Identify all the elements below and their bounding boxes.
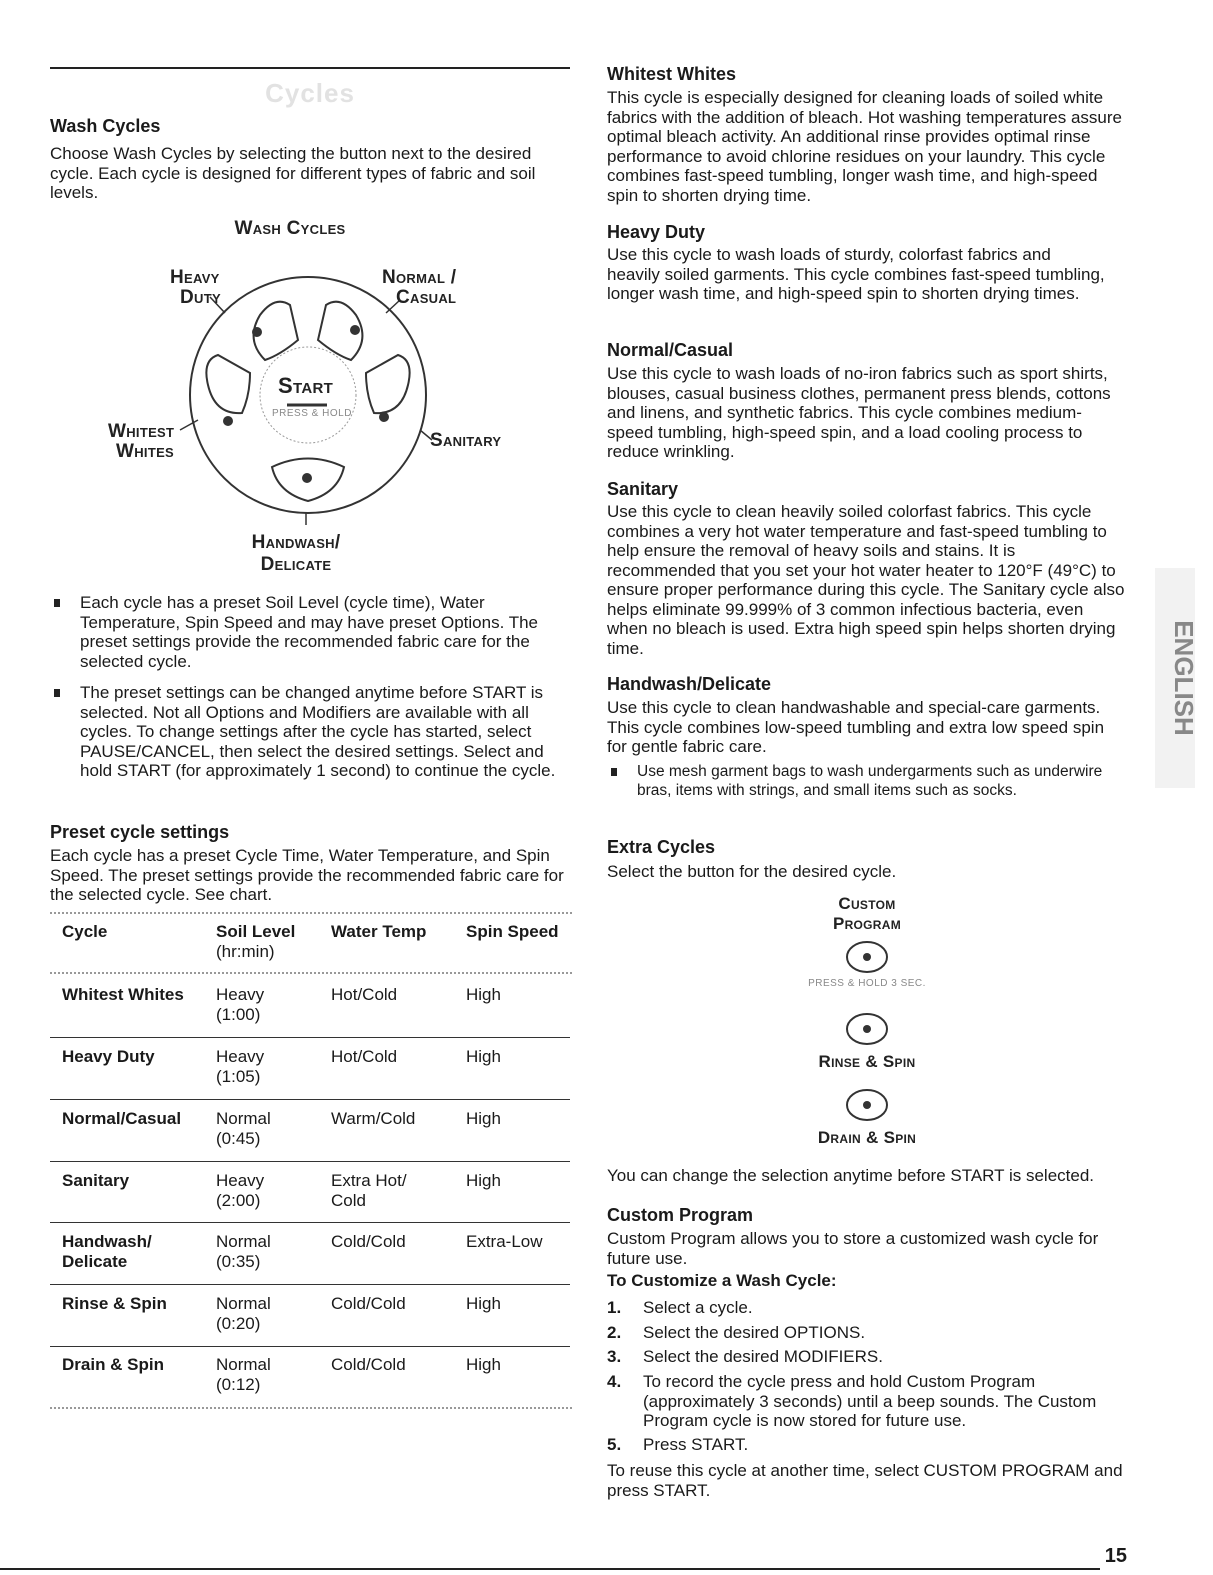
table-bottom-border [50, 1407, 572, 1409]
cell-temp: Cold/Cold [331, 1355, 406, 1374]
cell-soil-time: (0:20) [216, 1314, 261, 1333]
header-soil-level: Soil Level [216, 922, 296, 941]
drain-spin-label: Drain & Spin [817, 1128, 917, 1147]
step-text: Press START. [643, 1435, 749, 1454]
button-indicator [863, 953, 871, 961]
side-language-tab [1150, 568, 1200, 788]
tab-text: ENGLISH [1169, 620, 1199, 736]
header-cycle: Cycle [62, 922, 108, 941]
header-bottom-border [50, 972, 572, 974]
cell-soil-time: (0:35) [216, 1252, 261, 1271]
cell-cycle: Sanitary [62, 1171, 130, 1190]
extra-cycles-text: Select the button for the desired cycle. [607, 862, 897, 881]
step-number: 2. [607, 1323, 622, 1342]
handwash-indicator [302, 473, 312, 483]
label-sanitary: Sanitary [430, 430, 502, 451]
header-water-temp: Water Temp [331, 922, 427, 941]
cell-cycle: Whitest Whites [62, 985, 184, 1004]
rinse-spin-label: Rinse & Spin [818, 1052, 916, 1071]
custom-label-line1: Custom [838, 894, 896, 913]
custom-program-label [607, 894, 1127, 934]
cell-spin: High [466, 1294, 501, 1313]
heavy-duty-heading: Heavy Duty [607, 222, 706, 242]
cell-soil: Normal [216, 1109, 271, 1128]
label-normal-casual [382, 268, 456, 308]
handwash-heading: Handwash/Delicate [607, 674, 772, 694]
label-handwash-delicate [50, 532, 570, 576]
wash-cycles-intro: Choose Wash Cycles by selecting the button next to the desired cycle. Each cycle is designed for different types of fabric and soil levels. [50, 144, 536, 202]
custom-closing: To reuse this cycle at another time, select CUSTOM PROGRAM and press START. [607, 1461, 1123, 1500]
normal-text: Use this cycle to wash loads of no-iron fabrics such as sport shirts, blouses, casual business clothes, permanent press blends, cottons and linens, and synthetic fabrics. This cycle combines medium-speed tumbling, high-speed spin, and a load cooling process to reduce wrinkling. [607, 364, 1111, 461]
step-text: To record the cycle press and hold Custom Program (approximately 3 seconds) until a beep sounds. The Custom Program cycle is now stored for future use. [643, 1372, 1097, 1430]
sanitary-text: Use this cycle to clean heavily soiled colorfast fabrics. This cycle combines a very hot water temperature and fast-speed tumbling to help ensure the removal of heavy soils and stains. It is recommended that you set your hot water heater to 120°F (49°C) to ensure proper performance during this cycle. The Sanitary cycle also helps eliminate 99.999% of 3 common infectious bacteria, even when no bleach is used. Extra high speed spin helps shorten drying time. [607, 502, 1125, 658]
customize-subheading: To Customize a Wash Cycle: [607, 1271, 837, 1290]
button-indicator [863, 1025, 871, 1033]
cell-spin: High [466, 985, 501, 1004]
cell-spin: High [466, 1047, 501, 1066]
label-heavy-duty-line1: Heavy [170, 267, 220, 288]
whitest-heading: Whitest Whites [607, 64, 736, 84]
cell-soil: Normal [216, 1355, 271, 1374]
label-heavy-duty [170, 268, 221, 308]
cell-cycle: Drain & Spin [62, 1355, 165, 1374]
label-whitest-line2: Whites [116, 441, 175, 462]
custom-program-button[interactable] [845, 940, 889, 974]
cell-soil: Heavy [216, 1171, 265, 1190]
cell-soil-time: (0:45) [216, 1129, 261, 1148]
page-number: 15 [1104, 1545, 1127, 1567]
cell-temp: Cold/Cold [331, 1294, 406, 1313]
whitest-text: This cycle is especially designed for cleaning loads of soiled white fabrics with the addition of bleach. Hot washing temperatures assure optimal bleach activity. An additional rinse provides optimal rinse performance to avoid chlorine residues on your laundry. This cycle combines fast-speed tumbling, longer wash time, and high-speed spin to shorten drying time. [607, 88, 1122, 205]
custom-program-text: Custom Program allows you to store a customized wash cycle for future use. [607, 1229, 1099, 1268]
cell-soil: Normal [216, 1232, 271, 1251]
whitest-whites-button[interactable] [206, 355, 250, 413]
cell-cycle-line2: Delicate [62, 1252, 128, 1271]
sanitary-indicator [379, 412, 389, 422]
label-press-hold: PRESS & HOLD [272, 408, 352, 419]
bullet-text: Each cycle has a preset Soil Level (cycle time), Water Temperature, Spin Speed and may have preset Options. The preset settings provide the recommended fabric care for the selected cycle. [80, 593, 539, 671]
table-top-border [50, 912, 572, 914]
row-divider [50, 1346, 570, 1347]
wash-cycles-heading: Wash Cycles [50, 116, 161, 136]
cell-soil-time: (1:05) [216, 1067, 261, 1086]
label-whitest-line1: Whitest [108, 421, 175, 442]
step-number: 1. [607, 1298, 622, 1317]
bullet-marker [54, 599, 60, 607]
cell-spin: High [466, 1355, 501, 1374]
step-text: Select the desired OPTIONS. [643, 1323, 866, 1342]
step-text: Select a cycle. [643, 1298, 753, 1317]
top-rule [50, 67, 570, 69]
handwash-bullet [607, 762, 1107, 800]
cell-soil: Heavy [216, 1047, 265, 1066]
cell-temp: Hot/Cold [331, 1047, 398, 1066]
label-normal-line1: Normal / [382, 267, 457, 288]
cell-cycle: Handwash/ [62, 1232, 152, 1251]
cell-temp: Hot/Cold [331, 985, 398, 1004]
handwash-text: Use this cycle to clean handwashable and special-care garments. This cycle combines low-speed tumbling and extra low speed spin for gentle fabric care. [607, 698, 1105, 756]
cell-spin: High [466, 1171, 501, 1190]
section-title: Cycles [265, 78, 355, 108]
label-whitest-whites [108, 422, 174, 462]
whitest-indicator [223, 416, 233, 426]
bullet-marker [54, 689, 60, 697]
extra-cycles-heading: Extra Cycles [607, 837, 716, 857]
preset-text: Each cycle has a preset Cycle Time, Water Temperature, and Spin Speed. The preset settings provide the recommended fabric care for the selected cycle. See chart. [50, 846, 564, 904]
label-heavy-duty-line2: Duty [180, 287, 221, 308]
cell-soil-time: (0:12) [216, 1375, 261, 1394]
preset-heading: Preset cycle settings [50, 822, 230, 842]
cell-temp: Cold/Cold [331, 1232, 406, 1251]
normal-heading: Normal/Casual [607, 340, 734, 360]
cell-cycle: Rinse & Spin [62, 1294, 167, 1313]
cell-soil: Heavy [216, 985, 265, 1004]
heavy-duty-indicator [252, 327, 262, 337]
header-soil-unit: (hr:min) [216, 942, 275, 961]
bullet-change-settings [50, 683, 570, 781]
bullet-marker [611, 768, 617, 776]
sanitary-heading: Sanitary [607, 479, 679, 499]
rinse-spin-button[interactable] [845, 1012, 889, 1046]
cell-temp: Warm/Cold [331, 1109, 416, 1128]
label-normal-line2: Casual [396, 287, 457, 308]
cell-cycle: Normal/Casual [62, 1109, 182, 1128]
cell-temp-line2: Cold [331, 1191, 366, 1210]
label-handwash-line1: Handwash/ [251, 532, 341, 553]
step-number: 5. [607, 1435, 622, 1454]
cell-soil-time: (2:00) [216, 1191, 261, 1210]
extra-after-text: You can change the selection anytime before START is selected. [607, 1166, 1094, 1185]
drain-spin-button[interactable] [845, 1088, 889, 1122]
custom-program-heading: Custom Program [607, 1205, 754, 1225]
row-divider [50, 1222, 570, 1223]
cell-soil-time: (1:00) [216, 1005, 261, 1024]
diagram-title: Wash Cycles [234, 218, 346, 239]
normal-casual-indicator [350, 325, 360, 335]
row-divider [50, 1099, 570, 1100]
button-indicator [863, 1101, 871, 1109]
row-divider [50, 1037, 570, 1038]
label-start: Start [278, 373, 334, 398]
label-handwash-line2: Delicate [260, 554, 332, 575]
custom-press-hold: PRESS & HOLD 3 SEC. [808, 978, 926, 989]
bullet-text: The preset settings can be changed anytime before START is selected. Not all Options and Modifiers are available with all cycles. To change settings after the cycle has started, select PAUSE/CANCEL, then select the desired settings. Select and hold START (for approximately 1 second) to continue the cycle. [80, 683, 556, 780]
row-divider [50, 1284, 570, 1285]
bottom-rule [0, 1568, 1100, 1570]
cell-soil: Normal [216, 1294, 271, 1313]
cell-spin: Extra-Low [466, 1232, 543, 1251]
step-number: 4. [607, 1372, 622, 1391]
cell-temp: Extra Hot/ [331, 1171, 407, 1190]
sanitary-button[interactable] [366, 355, 410, 413]
cell-spin: High [466, 1109, 501, 1128]
row-divider [50, 1161, 570, 1162]
step-text: Select the desired MODIFIERS. [643, 1347, 883, 1366]
custom-label-line2: Program [832, 914, 902, 933]
cell-cycle: Heavy Duty [62, 1047, 155, 1066]
heavy-duty-text: Use this cycle to wash loads of sturdy, colorfast fabrics and heavily soiled garments. This cycle combines fast-speed tumbling, longer wash time, and high-speed spin to shorten drying times. [607, 245, 1105, 303]
bullet-text: Use mesh garment bags to wash undergarments such as underwire bras, items with strings, and small items such as socks. [637, 763, 1103, 799]
step-number: 3. [607, 1347, 622, 1366]
header-spin-speed: Spin Speed [466, 922, 559, 941]
bullet-preset-info [50, 593, 570, 671]
